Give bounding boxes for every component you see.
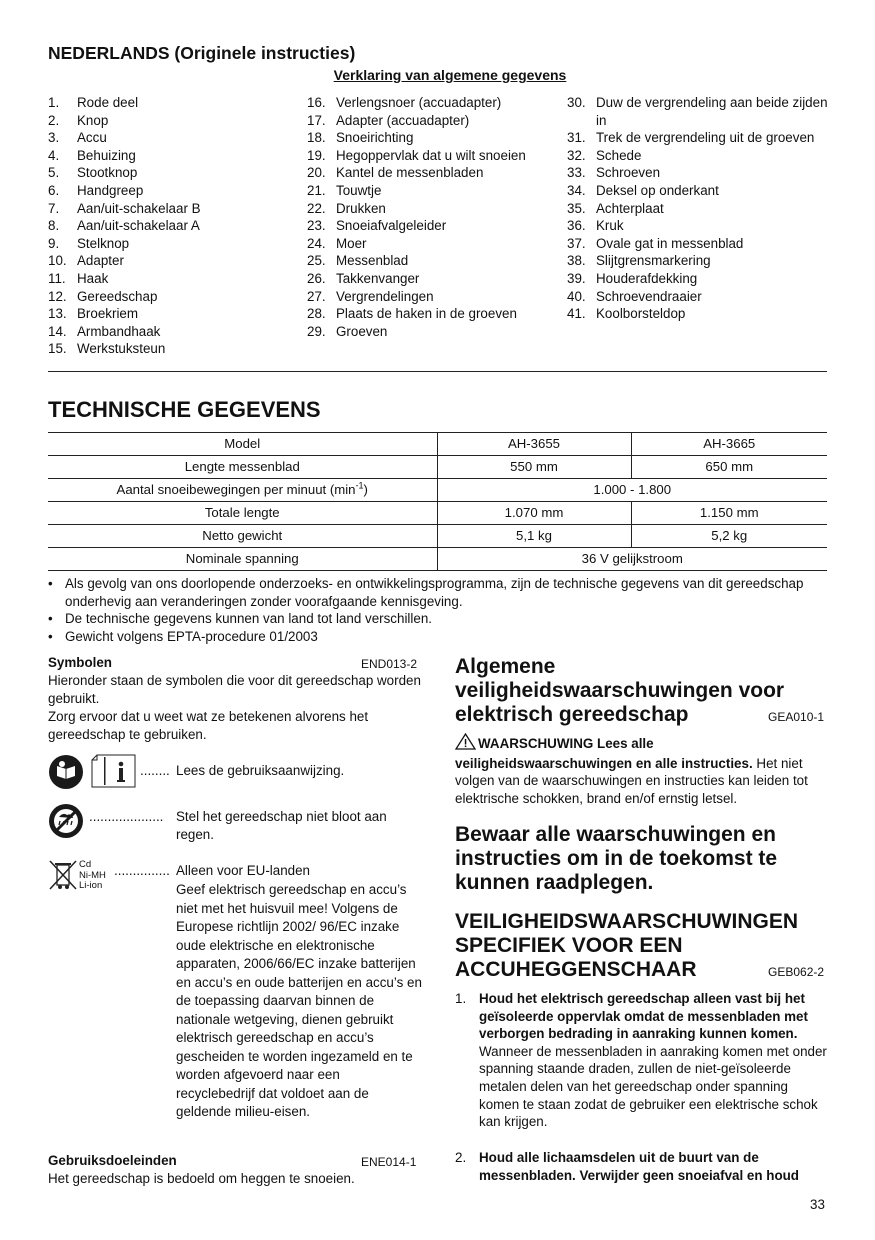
part-label: Broekriem — [77, 306, 139, 322]
usage-code: ENE014-1 — [361, 1155, 417, 1169]
list-item — [307, 94, 562, 112]
part-label: Trek de vergrendeling uit de groeven — [596, 130, 815, 146]
part-label: Adapter (accuadapter) — [336, 112, 470, 128]
list-item — [48, 112, 298, 130]
tech-notes-list — [48, 575, 828, 645]
part-number: 21. — [307, 182, 326, 198]
part-label: Aan/uit-schakelaar A — [77, 218, 200, 234]
part-label: Stootknop — [77, 165, 138, 181]
warning-bold-text: WAARSCHUWING Lees alle veiligheidswaarschuwingen en alle instructies. — [455, 736, 753, 771]
part-number: 6. — [48, 182, 60, 198]
spec-weight-b: 5,2 kg — [631, 525, 827, 548]
part-number: 3. — [48, 130, 60, 146]
spec-label-voltage: Nominale spanning — [48, 548, 437, 571]
part-number: 29. — [307, 323, 326, 339]
part-label: Handgreep — [77, 182, 144, 198]
list-item — [567, 200, 829, 218]
part-label: Plaats de haken in de groeven — [336, 306, 517, 322]
list-item — [307, 217, 562, 235]
part-number: 38. — [567, 253, 586, 269]
usage-text: Het gereedschap is bedoeld om heggen te snoeien. — [48, 1171, 355, 1186]
part-label: Snoeiafvalgeleider — [336, 218, 447, 234]
tech-note: Als gevolg van ons doorlopende onderzoeks- en ontwikkelingsprogramma, zijn de technische gegevens van dit gereedschap onderhevig aan veranderingen zonder voorafgaande kennisgeving. — [65, 576, 804, 609]
spec-label-blade: Lengte messenblad — [48, 456, 437, 479]
strokes-label-text: Aantal snoeibewegingen per minuut (min — [116, 482, 356, 498]
page-number: 33 — [810, 1197, 825, 1212]
part-number: 22. — [307, 200, 326, 216]
part-label: Schede — [596, 147, 642, 163]
symbol-dots: ............... — [114, 863, 170, 878]
part-number: 8. — [48, 218, 60, 234]
part-label: Duw de vergrendeling aan beide zijden in — [596, 95, 828, 128]
list-item — [567, 182, 829, 200]
info-manual-icon — [91, 754, 136, 788]
spec-model-b: AH-3665 — [631, 433, 827, 456]
part-label: Groeven — [336, 323, 388, 339]
part-label: Slijtgrensmarkering — [596, 253, 711, 269]
part-label: Kantel de messenbladen — [336, 165, 484, 181]
list-item — [307, 182, 562, 200]
list-item — [307, 288, 562, 306]
parts-list-column-1 — [48, 94, 298, 358]
part-number: 41. — [567, 306, 586, 322]
spec-table — [48, 432, 827, 571]
part-number: 5. — [48, 165, 60, 181]
spec-weight-a: 5,1 kg — [437, 525, 631, 548]
part-label: Takkenvanger — [336, 270, 420, 286]
part-number: 26. — [307, 270, 326, 286]
item-bold-text: Houd alle lichaamsdelen uit de buurt van de messenbladen. Verwijder geen snoeiafval en houd — [479, 1150, 799, 1183]
symbol-dots: .................... — [89, 809, 164, 824]
tech-section-title: TECHNISCHE GEGEVENS — [48, 397, 321, 422]
symbol-dots: ........ — [140, 763, 170, 778]
spec-model-a: AH-3655 — [437, 433, 631, 456]
read-manual-icon — [48, 754, 84, 790]
table-row — [48, 456, 827, 479]
part-number: 18. — [307, 130, 326, 146]
part-label: Messenblad — [336, 253, 409, 269]
list-item — [48, 182, 298, 200]
item-bold-text: Houd het elektrisch gereedschap alleen vast bij het geïsoleerde oppervlak omdat de messenbladen met verborgen bedrading in aanraking kunnen komen. — [479, 991, 808, 1042]
part-number: 35. — [567, 200, 586, 216]
list-item — [307, 305, 562, 323]
part-label: Gereedschap — [77, 288, 158, 304]
part-number: 17. — [307, 112, 326, 128]
spec-blade-a: 550 mm — [437, 456, 631, 479]
part-number: 15. — [48, 341, 67, 357]
part-label: Achterplaat — [596, 200, 664, 216]
symbols-heading: Symbolen — [48, 655, 112, 670]
part-label: Schroevendraaier — [596, 288, 702, 304]
part-number: 40. — [567, 288, 586, 304]
part-number: 7. — [48, 200, 60, 216]
tech-note: De technische gegevens kunnen van land tot land verschillen. — [65, 611, 432, 627]
symbols-intro-1: Hieronder staan de symbolen die voor dit gereedschap worden gebruikt. — [48, 673, 421, 706]
battery-type: Cd — [79, 859, 92, 870]
part-label: Houderafdekking — [596, 270, 698, 286]
part-number: 19. — [307, 147, 326, 163]
part-label: Rode deel — [77, 95, 139, 110]
part-number: 31. — [567, 130, 586, 146]
part-label: Schroeven — [596, 165, 661, 181]
list-item — [48, 323, 298, 341]
list-item — [48, 164, 298, 182]
part-label: Werkstuksteun — [77, 341, 166, 357]
part-number: 37. — [567, 235, 586, 251]
list-item — [567, 235, 829, 253]
part-label: Moer — [336, 235, 367, 251]
strokes-label-close: ) — [363, 482, 368, 498]
spec-label-model: Model — [48, 433, 437, 456]
general-warnings-heading-text: Algemene veiligheidswaarschuwingen voor elektrisch gereedschap — [455, 655, 785, 726]
list-item — [48, 252, 298, 270]
list-item — [455, 990, 827, 1131]
list-item — [48, 129, 298, 147]
warning-triangle-icon — [455, 733, 476, 755]
part-label: Touwtje — [336, 182, 382, 198]
list-item — [48, 288, 298, 306]
list-item — [567, 305, 829, 323]
table-row — [48, 479, 827, 502]
page-title: NEDERLANDS (Originele instructies) — [48, 43, 356, 63]
list-item — [307, 235, 562, 253]
parts-list-title: Verklaring van algemene gegevens — [333, 67, 567, 83]
part-number: 12. — [48, 288, 67, 304]
spec-strokes-value: 1.000 - 1.800 — [437, 479, 827, 502]
list-item — [307, 129, 562, 147]
spec-blade-b: 650 mm — [631, 456, 827, 479]
part-number: 24. — [307, 235, 326, 251]
part-number: 2. — [48, 112, 60, 128]
symbol-weee-text-2: Geef elektrisch gereedschap en accu’s niet met het huisvuil mee! Volgens de Europese richtlijn 2002/ 96/EC inzake oude elektrische en elektronische apparaten, 2006/66/EC inzake batterijen en accu’s en oude batterijen en accu’s en de toepassing daarvan binnen de nationale wetgeving, dienen gebruikt elektrisch gereedschap en accu’s gescheiden te worden ingezameld en te worden afgevoerd naar een recyclebedrijf dat voldoet aan de geldende milieu-eisen. — [176, 882, 422, 1119]
part-label: Vergrendelingen — [336, 288, 434, 304]
part-number: 1. — [48, 95, 60, 110]
list-item — [48, 94, 298, 112]
list-item — [307, 252, 562, 270]
list-item — [307, 112, 562, 130]
part-number: 4. — [48, 147, 60, 163]
list-item — [567, 288, 829, 306]
part-label: Armbandhaak — [77, 323, 161, 339]
item-number: 2. — [455, 1150, 467, 1165]
part-number: 32. — [567, 147, 586, 163]
list-item — [48, 217, 298, 235]
symbol-weee-text-1: Alleen voor EU-landen — [176, 863, 310, 878]
warning-paragraph — [455, 733, 827, 807]
symbols-intro-2: Zorg ervoor dat u weet wat ze betekenen alvorens het gereedschap te gebruiken. — [48, 709, 369, 742]
part-label: Adapter — [77, 253, 124, 269]
part-label: Koolborsteldop — [596, 306, 686, 322]
keep-warnings-heading: Bewaar alle waarschuwingen en instructies om in de toekomst te kunnen raadplegen. — [455, 823, 778, 894]
part-number: 14. — [48, 323, 67, 339]
item-text: Wanneer de messenbladen in aanraking komen met onder spanning staande draden, zullen de niet-geïsoleerde metalen delen van het gereedschap onder spanning komen te staan zodat de gebruiker een elektrische schok kan krijgen. — [479, 1043, 827, 1130]
list-item — [567, 164, 829, 182]
table-row — [48, 548, 827, 571]
part-label: Kruk — [596, 218, 624, 234]
list-item — [307, 200, 562, 218]
part-number: 11. — [48, 270, 66, 286]
strokes-unit-exponent: -1 — [355, 480, 364, 491]
part-label: Stelknop — [77, 235, 130, 251]
part-number: 9. — [48, 235, 60, 251]
part-number: 10. — [48, 253, 67, 269]
part-number: 30. — [567, 95, 586, 110]
part-label: Hegoppervlak dat u wilt snoeien — [336, 147, 526, 163]
list-item — [48, 200, 298, 218]
list-item: • Als gevolg van ons doorlopende onderzoeks- en ontwikkelingsprogramma, zijn de technische gegevens van dit gereedschap onderhevig aan veranderingen zonder voorafgaande kennisgeving. — [48, 575, 828, 610]
spec-label-length: Totale lengte — [48, 502, 437, 525]
part-number: 33. — [567, 165, 586, 181]
part-number: 27. — [307, 288, 326, 304]
list-item — [567, 270, 829, 288]
battery-types-label — [79, 860, 106, 892]
list-item — [48, 340, 298, 358]
part-number: 23. — [307, 218, 326, 234]
part-label: Accu — [77, 130, 107, 146]
specific-warnings-heading: VEILIGHEIDSWAARSCHUWINGEN SPECIFIEK VOOR EEN ACCUHEGGENSCHAAR — [455, 910, 799, 981]
part-label: Drukken — [336, 200, 386, 216]
part-number: 36. — [567, 218, 586, 234]
list-item — [455, 1149, 827, 1184]
warning-text: Het niet volgen van de waarschuwingen en instructies kan leiden tot elektrische schokken, brand en/of ernstig letsel. — [455, 755, 808, 806]
weee-bin-icon — [48, 859, 78, 891]
list-item — [307, 323, 562, 341]
list-item — [48, 147, 298, 165]
list-item — [567, 147, 829, 165]
part-number: 34. — [567, 182, 586, 198]
parts-list-column-3 — [567, 94, 829, 323]
usage-heading: Gebruiksdoeleinden — [48, 1153, 177, 1168]
list-item: • Gewicht volgens EPTA-procedure 01/2003 — [48, 628, 318, 644]
symbols-code: END013-2 — [361, 657, 418, 671]
list-item — [567, 217, 829, 235]
part-number: 28. — [307, 306, 326, 322]
part-label: Aan/uit-schakelaar B — [77, 200, 201, 216]
battery-type: Li-ion — [79, 880, 103, 891]
list-item — [48, 235, 298, 253]
part-number: 39. — [567, 270, 586, 286]
list-item — [48, 270, 298, 288]
part-label: Snoeirichting — [336, 130, 414, 146]
symbol-no-rain-text: Stel het gereedschap niet bloot aan regen. — [176, 809, 387, 842]
general-code: GEA010-1 — [768, 710, 825, 724]
specific-code: GEB062-2 — [768, 965, 825, 979]
spec-length-a: 1.070 mm — [437, 502, 631, 525]
part-label: Knop — [77, 112, 109, 128]
table-row — [48, 433, 827, 456]
list-item — [307, 270, 562, 288]
part-number: 13. — [48, 306, 67, 322]
item-number: 1. — [455, 991, 467, 1006]
part-label: Deksel op onderkant — [596, 182, 719, 198]
part-label: Ovale gat in messenblad — [596, 235, 744, 251]
part-label: Behuizing — [77, 147, 136, 163]
spec-label-strokes — [48, 479, 437, 502]
spec-length-b: 1.150 mm — [631, 502, 827, 525]
list-item — [307, 164, 562, 182]
tech-note: Gewicht volgens EPTA-procedure 01/2003 — [65, 628, 318, 644]
divider — [48, 371, 827, 372]
part-number: 16. — [307, 95, 326, 110]
list-item: • De technische gegevens kunnen van land tot land verschillen. — [48, 611, 432, 627]
list-item — [567, 252, 829, 270]
part-number: 25. — [307, 253, 326, 269]
part-label: Verlengsnoer (accuadapter) — [336, 95, 502, 110]
battery-type: Ni-MH — [79, 869, 106, 881]
parts-list-column-2 — [307, 94, 562, 340]
table-row — [48, 525, 827, 548]
spec-label-weight: Netto gewicht — [48, 525, 437, 548]
spec-voltage-value: 36 V gelijkstroom — [437, 548, 827, 571]
no-rain-icon — [48, 803, 84, 839]
table-row — [48, 502, 827, 525]
list-item — [48, 305, 298, 323]
symbol-read-manual-text: Lees de gebruiksaanwijzing. — [176, 763, 345, 778]
part-number: 20. — [307, 165, 326, 181]
list-item — [307, 147, 562, 165]
part-label: Haak — [77, 270, 109, 286]
list-item — [567, 129, 829, 147]
list-item — [567, 94, 829, 129]
